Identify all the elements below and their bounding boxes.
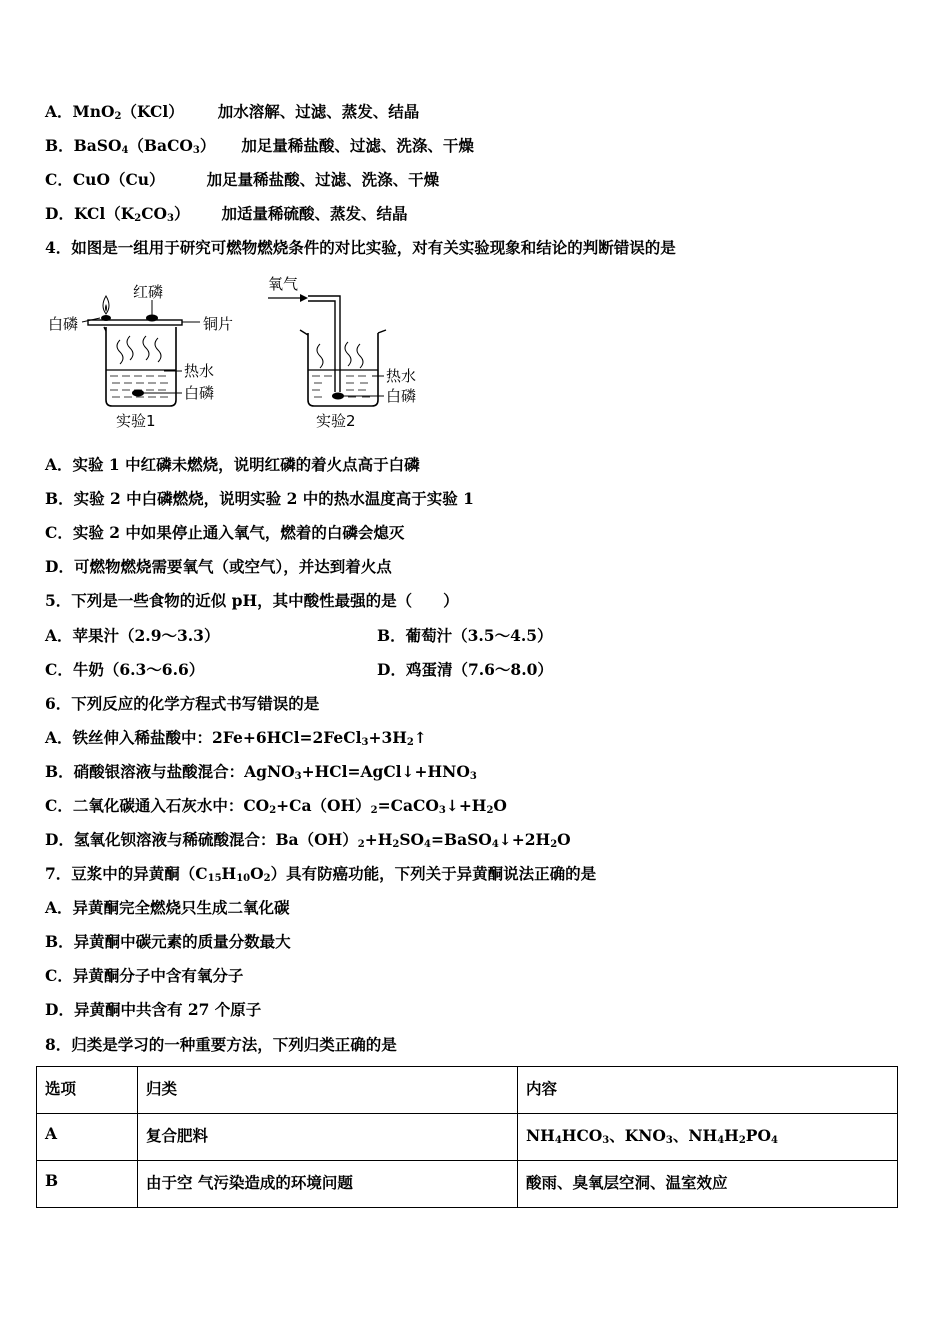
q6-option-d: D．氢氧化钡溶液与稀硫酸混合：$Ba(OH)_2+H_2SO_4=BaSO_4↓+2H_2O$: [45, 830, 571, 850]
cell-category: 复合肥料: [138, 1114, 518, 1161]
steam-2: [317, 342, 363, 368]
q3-option-d: D．$KCl(K_2CO_3)$ 加适量稀硫酸、蒸发、结晶: [45, 204, 408, 224]
q5-option-d: D．鸡蛋清（7.6～8.0）: [377, 660, 553, 679]
label-oxygen: 氧气: [268, 275, 299, 293]
cell-content: 酸雨、臭氧层空洞、温室效应: [518, 1161, 898, 1208]
label-white-phosphorus-plate: 白磷: [48, 315, 79, 333]
cell-option: A: [37, 1114, 138, 1161]
q4-option-c: C．实验 2 中如果停止通入氧气，燃着的白磷会熄灭: [45, 523, 405, 542]
label-hot-water-1: 热水: [184, 362, 215, 380]
q5-option-c: C．牛奶（6.3～6.6）: [45, 660, 205, 679]
experiment-1-apparatus: [48, 283, 233, 430]
q5-option-b: B．葡萄汁（3.5～4.5）: [377, 626, 553, 645]
q4-option-d: D．可燃物燃烧需要氧气（或空气），并达到着火点: [45, 557, 392, 576]
header-content: 内容: [518, 1067, 898, 1114]
q3-option-c: C．CuO（Cu） 加足量稀盐酸、过滤、洗涤、干燥: [45, 170, 440, 189]
copper-plate: [88, 320, 182, 325]
q6-option-c: C．二氧化碳通入石灰水中：$CO_2+Ca(OH)_2=CaCO_3↓+H_2O$: [45, 796, 507, 816]
table-header-row: [37, 1067, 898, 1114]
label-white-phosphorus-2: 白磷: [386, 387, 417, 405]
q4-option-a: A．实验 1 中红磷未燃烧，说明红磷的着火点高于白磷: [45, 455, 420, 474]
q4-option-b: B．实验 2 中白磷燃烧，说明实验 2 中的热水温度高于实验 1: [45, 489, 474, 508]
cell-content: $NH_4HCO_3$、$KNO_3$、$NH_4H_2PO_4$: [518, 1114, 898, 1161]
header-option: 选项: [37, 1067, 138, 1114]
table-row: [37, 1161, 898, 1208]
flame-icon: [103, 296, 109, 314]
q6-option-a: A．铁丝伸入稀盐酸中：$2Fe+6HCl=2FeCl_3+3H_2↑$: [45, 728, 427, 748]
q7-option-d: D．异黄酮中共含有 27 个原子: [45, 1000, 262, 1019]
label-white-phosphorus-1: 白磷: [184, 384, 215, 402]
q3-option-a: A．MnO$_2$（KCl） 加水溶解、过滤、蒸发、结晶: [45, 102, 420, 122]
q4-stem: 4．如图是一组用于研究可燃物燃烧条件的对比实验，对有关实验现象和结论的判断错误的是: [45, 238, 676, 257]
red-phosphorus: [146, 315, 158, 322]
q6-option-b: B．硝酸银溶液与盐酸混合：$AgNO_3+HCl=AgCl↓+HNO_3$: [45, 762, 477, 782]
q7-stem: 7．豆浆中的异黄酮$(C_{15}H_{10}O_2)$具有防癌功能，下列关于异黄酮说法正确的是: [45, 864, 597, 884]
q6-stem: 6．下列反应的化学方程式书写错误的是: [45, 694, 320, 713]
header-category: 归类: [138, 1067, 518, 1114]
white-phosphorus-on-plate: [101, 315, 111, 321]
label-red-phosphorus: 红磷: [133, 283, 164, 301]
q8-classification-table: [36, 1066, 898, 1208]
label-experiment-1: 实验1: [116, 412, 156, 430]
q3-option-b: B．BaSO$_4$（BaCO$_3$） 加足量稀盐酸、过滤、洗涤、干燥: [45, 136, 474, 156]
cell-option: B: [37, 1161, 138, 1208]
q8-stem: 8．归类是学习的一种重要方法，下列归类正确的是: [45, 1035, 397, 1054]
q5-stem: 5．下列是一些食物的近似 pH，其中酸性最强的是（ ）: [45, 591, 459, 610]
beaker-1: [106, 327, 176, 406]
white-phosphorus-under-water-2: [332, 393, 344, 400]
experiment-2-apparatus: [268, 275, 416, 430]
white-phosphorus-under-water-1: [132, 390, 144, 397]
table-row: [37, 1114, 898, 1161]
label-hot-water-2: 热水: [386, 367, 417, 385]
beaker-2: [308, 333, 378, 406]
label-experiment-2: 实验2: [316, 412, 356, 430]
cell-category: 由于空 气污染造成的环境问题: [138, 1161, 518, 1208]
label-copper-plate: 铜片: [203, 315, 234, 333]
q7-option-b: B．异黄酮中碳元素的质量分数最大: [45, 932, 291, 951]
q7-option-a: A．异黄酮完全燃烧只生成二氧化碳: [45, 898, 290, 917]
q5-option-a: A．苹果汁（2.9～3.3）: [45, 626, 220, 645]
oxygen-tube: [308, 296, 340, 392]
steam-1: [117, 336, 161, 364]
q7-option-c: C．异黄酮分子中含有氧分子: [45, 966, 244, 985]
